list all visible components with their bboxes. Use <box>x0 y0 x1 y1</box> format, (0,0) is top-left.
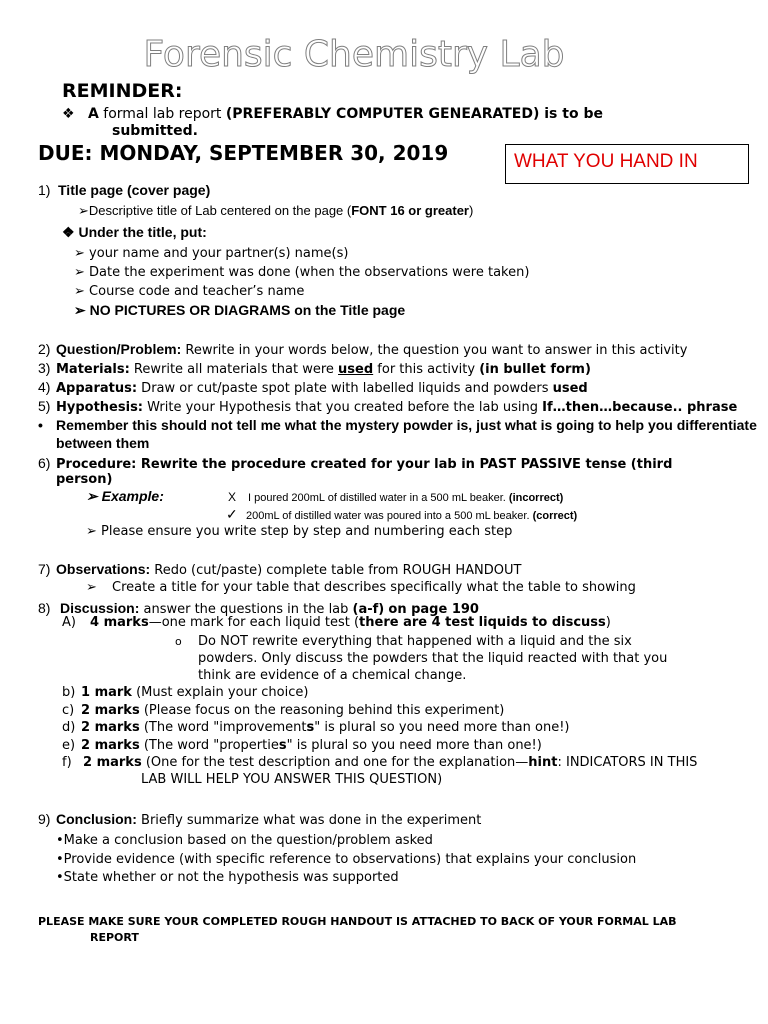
list-item: •Provide evidence (with specific reference to observations) that explains your conclusion <box>56 852 637 867</box>
section-5: 5) Hypothesis: Write your Hypothesis that you created before the lab using If…then…because.. phrase <box>38 398 738 415</box>
page-title: Forensic Chemistry Lab <box>143 34 565 75</box>
arrow-bullet-icon: ➢ <box>86 524 97 539</box>
arrow-bullet-icon: ➢ <box>86 488 98 504</box>
section-8: 8) Discussion: answer the questions in the lab (a-f) on page 190 <box>38 600 479 617</box>
arrow-bullet-icon: ➢ <box>74 265 85 280</box>
discussion-item-a-sub-2: powders. Only discuss the powders that the liquid reacted with that you <box>198 651 668 666</box>
discussion-item-a-sub: o Do NOT rewrite everything that happened with a liquid and the six <box>175 634 632 649</box>
list-item: ➢ your name and your partner(s) name(s) <box>74 246 349 261</box>
discussion-item-c: c) 2 marks (Please focus on the reasoning behind this experiment) <box>62 703 505 718</box>
remember-note-line-2: between them <box>56 435 150 451</box>
dot-bullet-icon: • <box>56 833 64 848</box>
list-item: ➢ Course code and teacher’s name <box>74 284 305 299</box>
circle-bullet-icon: o <box>175 635 182 648</box>
section-7-sub: ➢ Create a title for your table that describes specifically what the table to showing <box>86 580 636 595</box>
section-1-descriptive-title: ➢Descriptive title of Lab centered on the page (FONT 16 or greater) <box>78 203 474 218</box>
dot-bullet-icon: • <box>56 852 64 867</box>
x-mark-icon: X <box>228 490 237 504</box>
check-mark-icon: ✓ <box>226 506 238 522</box>
remember-note: • Remember this should not tell me what the mystery powder is, just what is going to help you differentiate <box>38 417 757 433</box>
diamond-bullet-icon: ❖ <box>62 224 75 240</box>
reminder-line-2: submitted. <box>112 123 198 139</box>
arrow-bullet-icon: ➢ <box>74 302 86 318</box>
diamond-bullet-icon: ❖ <box>62 106 75 122</box>
section-1-heading: 1) Title page (cover page) <box>38 182 211 198</box>
dot-bullet-icon: • <box>56 870 64 885</box>
arrow-bullet-icon: ➢ <box>78 203 89 218</box>
section-2: 2) Question/Problem: Rewrite in your words below, the question you want to answer in this activity <box>38 341 688 358</box>
discussion-item-a: A) 4 marks—one mark for each liquid test (there are 4 test liquids to discuss) <box>62 615 611 630</box>
footer-note: PLEASE MAKE SURE YOUR COMPLETED ROUGH HANDOUT IS ATTACHED TO BACK OF YOUR FORMAL LAB <box>38 915 677 928</box>
due-date: DUE: MONDAY, SEPTEMBER 30, 2019 <box>38 141 449 165</box>
arrow-bullet-icon: ➢ <box>74 284 85 299</box>
correct-example: ✓ 200mL of distilled water was poured into a 500 mL beaker. (correct) <box>226 506 578 522</box>
list-item: •Make a conclusion based on the question/problem asked <box>56 833 433 848</box>
section-7: 7) Observations: Redo (cut/paste) complete table from ROUGH HANDOUT <box>38 561 522 578</box>
dot-bullet-icon: • <box>38 417 43 433</box>
section-4: 4) Apparatus: Draw or cut/paste spot plate with labelled liquids and powders used <box>38 379 588 396</box>
list-item: •State whether or not the hypothesis was supported <box>56 870 399 885</box>
footer-note-line-2: REPORT <box>90 931 139 944</box>
example-label: ➢ Example: <box>86 488 164 504</box>
discussion-item-f-line-2: LAB WILL HELP YOU ANSWER THIS QUESTION) <box>141 772 443 787</box>
procedure-note: ➢ Please ensure you write step by step and numbering each step <box>86 524 513 539</box>
discussion-item-e: e) 2 marks (The word "properties" is plural so you need more than one!) <box>62 738 542 753</box>
section-9: 9) Conclusion: Briefly summarize what was done in the experiment <box>38 811 482 828</box>
section-1-under-title: ❖ Under the title, put: <box>62 224 207 240</box>
incorrect-example: X I poured 200mL of distilled water in a 500 mL beaker. (incorrect) <box>228 490 564 504</box>
arrow-bullet-icon: ➢ <box>74 246 85 261</box>
discussion-item-f: f) 2 marks (One for the test description and one for the explanation—hint: INDICATORS IN THIS <box>62 755 698 770</box>
discussion-item-a-sub-3: think are evidence of a chemical change. <box>198 668 467 683</box>
section-3: 3) Materials: Rewrite all materials that were used for this activity (in bullet form) <box>38 360 591 377</box>
reminder-line-1: ❖ A formal lab report (PREFERABLY COMPUTER GENEARATED) is to be <box>62 106 603 122</box>
arrow-bullet-icon: ➢ <box>86 580 97 595</box>
reminder-heading: REMINDER: <box>62 80 183 102</box>
list-item: ➢ Date the experiment was done (when the observations were taken) <box>74 265 530 280</box>
hand-in-box: WHAT YOU HAND IN <box>505 144 749 184</box>
section-6: 6) Procedure: Rewrite the procedure created for your lab in PAST PASSIVE tense (third <box>38 455 673 472</box>
section-6-line-2: person) <box>56 472 113 487</box>
list-item: ➢ NO PICTURES OR DIAGRAMS on the Title page <box>74 302 406 318</box>
discussion-item-d: d) 2 marks (The word "improvements" is plural so you need more than one!) <box>62 720 570 735</box>
discussion-item-b: b) 1 mark (Must explain your choice) <box>62 685 309 700</box>
